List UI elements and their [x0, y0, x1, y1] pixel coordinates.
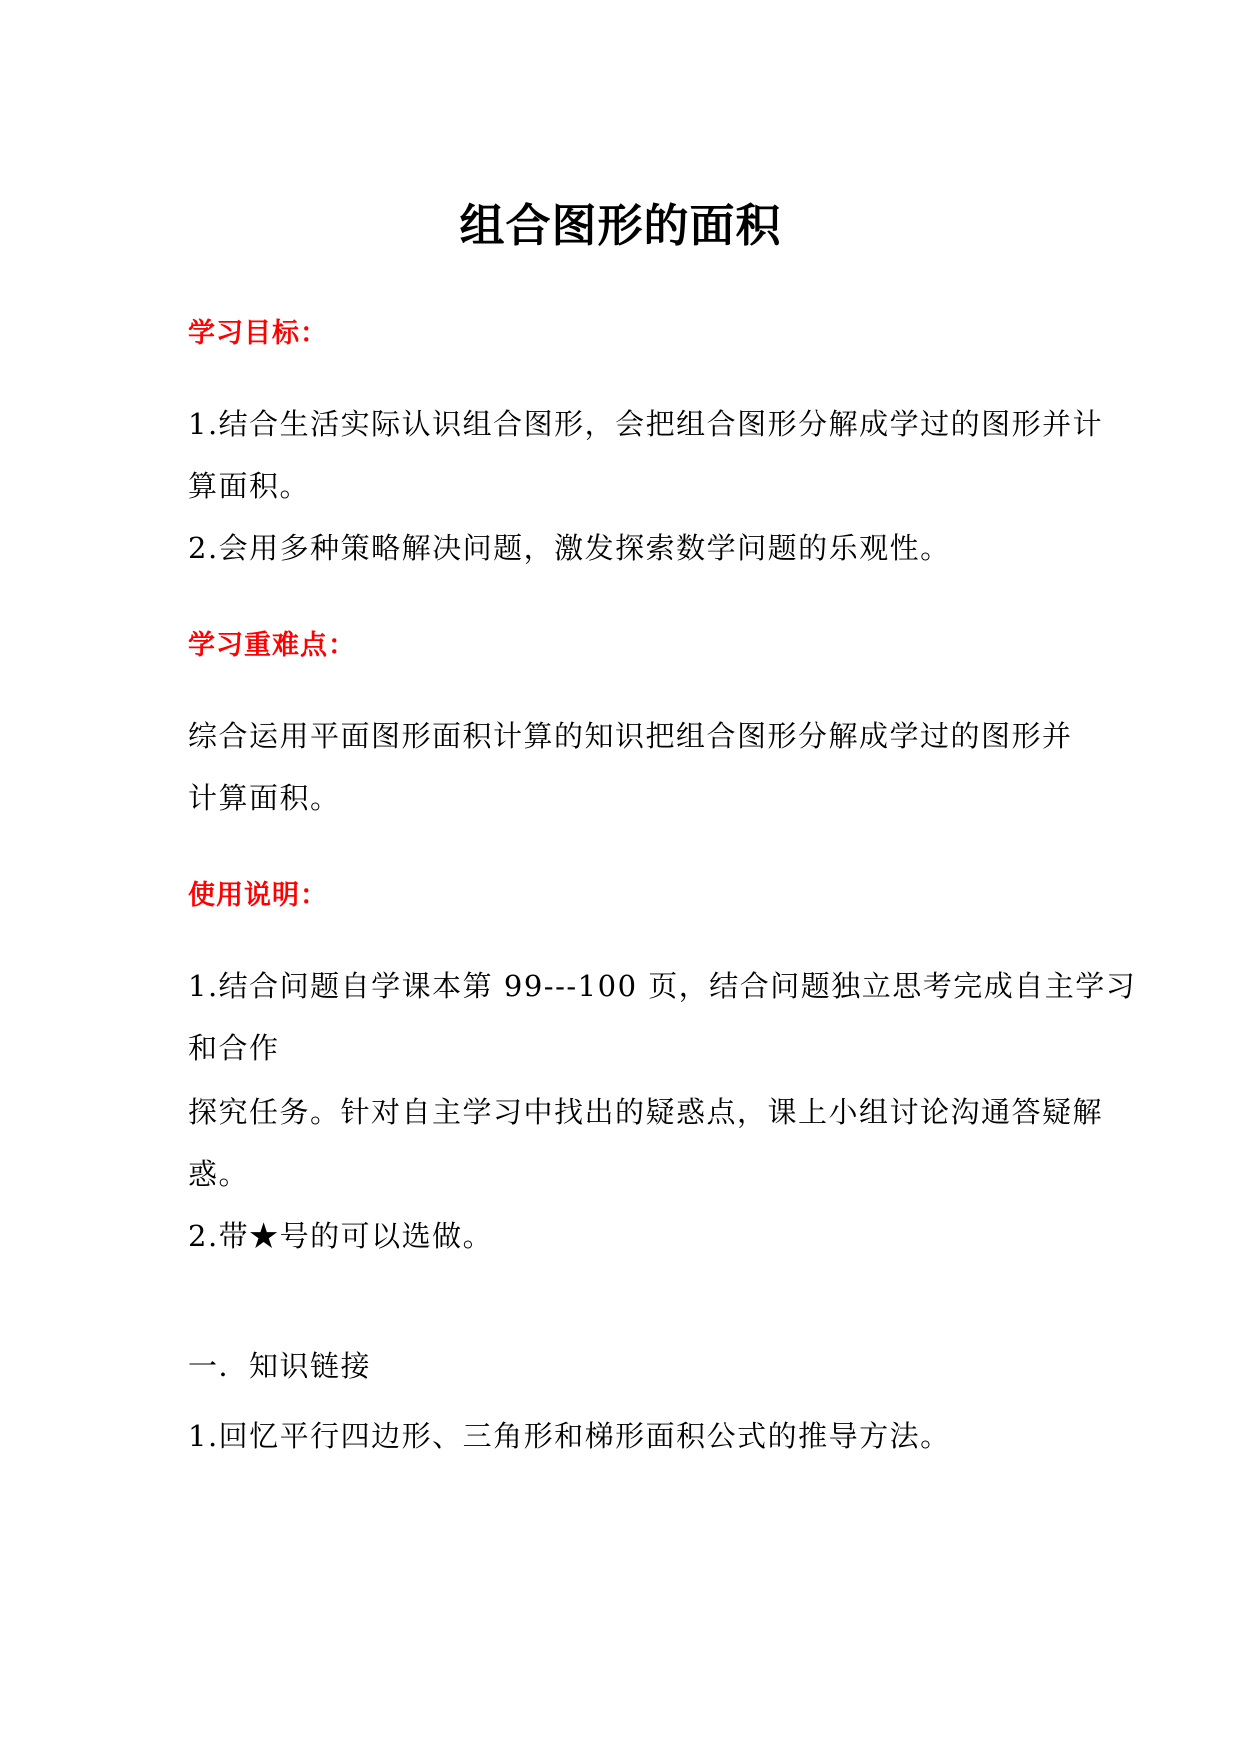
key-points-line: 综合运用平面图形面积计算的知识把组合图形分解成学过的图形并	[188, 719, 1073, 753]
usage-line: 1.结合问题自学课本第 99---100 页，结合问题独立思考完成自主学习	[188, 969, 1137, 1003]
usage-line: 探究任务。针对自主学习中找出的疑惑点，课上小组讨论沟通答疑解	[188, 1095, 1104, 1129]
usage-line: 2.带★号的可以选做。	[188, 1219, 494, 1253]
goals-line: 算面积。	[188, 469, 311, 503]
goals-line: 1.结合生活实际认识组合图形，会把组合图形分解成学过的图形并计	[188, 407, 1104, 441]
key-points-heading: 学习重难点：	[188, 630, 356, 661]
usage-line: 和合作	[188, 1031, 280, 1065]
goals-line: 2.会用多种策略解决问题，激发探索数学问题的乐观性。	[188, 531, 951, 565]
goals-heading: 学习目标：	[188, 318, 328, 349]
part-one-line: 1.回忆平行四边形、三角形和梯形面积公式的推导方法。	[188, 1419, 951, 1453]
document-title: 组合图形的面积	[459, 199, 782, 252]
key-points-line: 计算面积。	[188, 781, 341, 815]
usage-line: 惑。	[188, 1157, 250, 1191]
usage-heading: 使用说明：	[188, 880, 328, 911]
part-one-heading: 一．知识链接	[188, 1349, 372, 1383]
